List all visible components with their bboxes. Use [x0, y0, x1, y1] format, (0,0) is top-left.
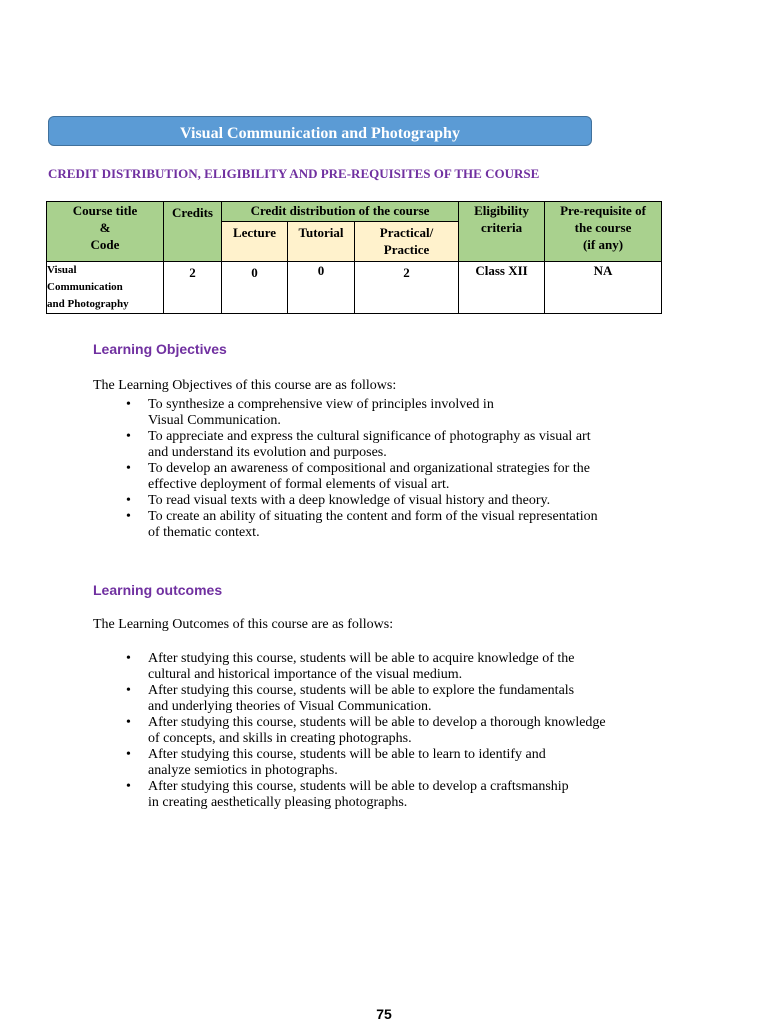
objectives-intro: The Learning Objectives of this course are as follows:	[93, 378, 397, 393]
course-title-overflow: (Project)	[289, 144, 351, 161]
outcomes-intro: The Learning Outcomes of this course are as follows:	[93, 617, 394, 632]
list-item: • To appreciate and express the cultural significance of photography as visual art and understand its evolution and purposes.	[126, 429, 686, 461]
list-item: • After studying this course, students will be able to learn to identify and analyze semiotics in photographs.	[126, 747, 686, 779]
cell-lecture: 0	[222, 262, 288, 314]
learning-outcomes-heading: Learning outcomes	[93, 582, 223, 598]
header-eligibility: Eligibility criteria	[459, 202, 545, 262]
cell-course-name: Visual Communication and Photography	[47, 262, 164, 314]
cell-credits: 2	[164, 262, 222, 314]
list-item: • After studying this course, students will be able to acquire knowledge of the cultural and historical importance of the visual medium.	[126, 651, 686, 683]
header-course-title: Course title & Code	[47, 202, 164, 262]
cell-practical: 2	[355, 262, 459, 314]
list-item: • After studying this course, students will be able to develop a thorough knowledge of concepts, and skills in creating photographs.	[126, 715, 686, 747]
cell-prerequisite: NA	[545, 262, 662, 314]
outcomes-list	[126, 651, 686, 811]
header-credit-distribution: Credit distribution of the course	[222, 202, 459, 222]
list-item: • To create an ability of situating the content and form of the visual representation of thematic context.	[126, 509, 686, 541]
list-item: • To read visual texts with a deep knowledge of visual history and theory.	[126, 493, 686, 509]
header-prerequisite: Pre-requisite of the course (if any)	[545, 202, 662, 262]
list-item: • To develop an awareness of compositional and organizational strategies for the effective deployment of formal elements of visual art.	[126, 461, 686, 493]
header-practical: Practical/ Practice	[355, 222, 459, 262]
header-lecture: Lecture	[222, 222, 288, 262]
cell-eligibility: Class XII	[459, 262, 545, 314]
cell-tutorial: 0	[288, 262, 355, 314]
header-tutorial: Tutorial	[288, 222, 355, 262]
learning-objectives-heading: Learning Objectives	[93, 341, 227, 357]
page-number: 75	[376, 1006, 392, 1022]
list-item: • After studying this course, students will be able to explore the fundamentals and underlying theories of Visual Communication.	[126, 683, 686, 715]
objectives-list	[126, 397, 686, 541]
credit-distribution-table	[46, 201, 662, 314]
course-title: Visual Communication and Photography	[180, 125, 460, 142]
credit-distribution-heading: CREDIT DISTRIBUTION, ELIGIBILITY AND PRE-REQUISITES OF THE COURSE	[48, 166, 540, 181]
list-item: • After studying this course, students will be able to develop a craftsmanship in creating aesthetically pleasing photographs.	[126, 779, 686, 811]
list-item: • To synthesize a comprehensive view of principles involved in Visual Communication.	[126, 397, 686, 429]
course-title-banner	[48, 116, 592, 161]
header-credits: Credits	[164, 202, 222, 262]
